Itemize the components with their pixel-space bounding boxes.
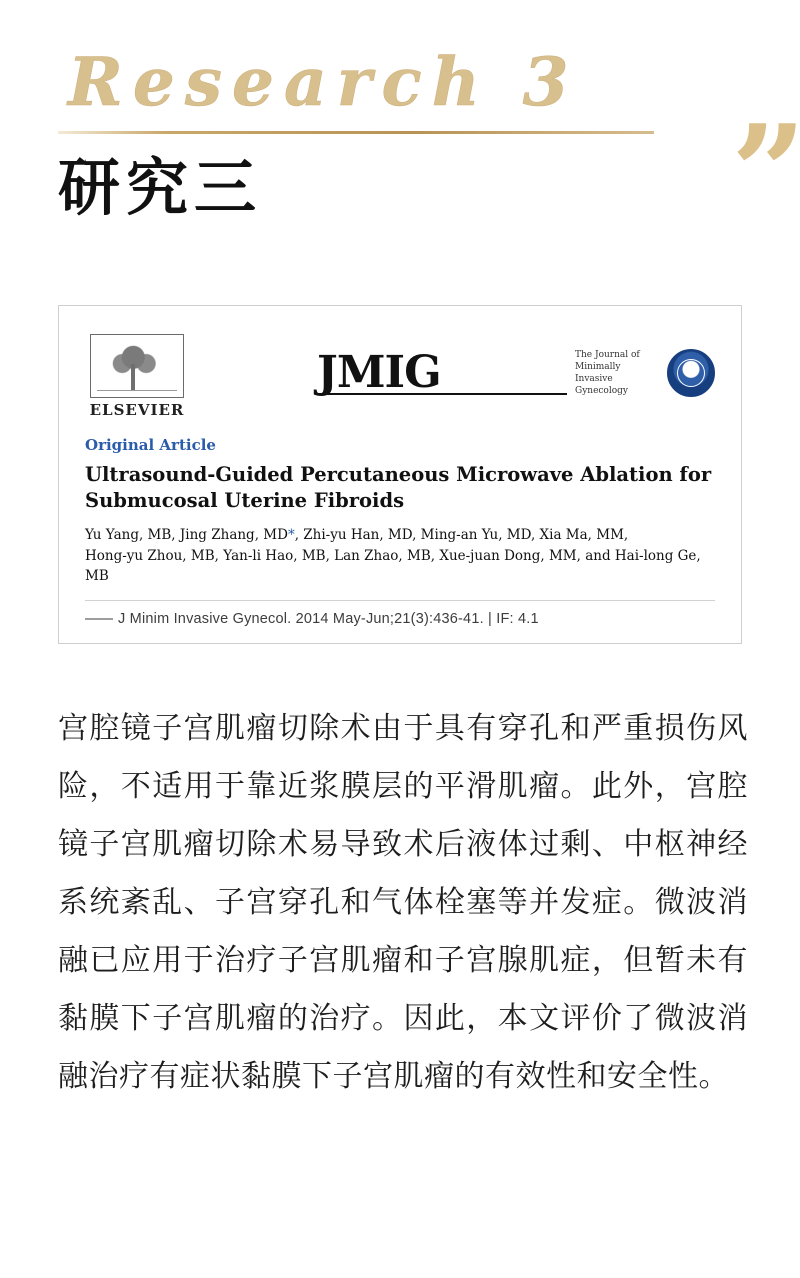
article-authors — [85, 525, 715, 586]
elsevier-logo — [85, 334, 189, 419]
card-divider — [85, 600, 715, 601]
article-title: Ultrasound-Guided Percutaneous Microwave Ablation for Submucosal Uterine Fibroids — [85, 463, 712, 512]
journal-article-card — [58, 305, 742, 644]
authors-line2: Hong-yu Zhou, MB, Yan-li Hao, MB, Lan Zhao, MB, Xue-juan Dong, MM, and Hai-long Ge, MB — [85, 547, 701, 584]
jmig-subtitle: The Journal of Minimally Invasive Gynecology — [575, 349, 640, 397]
authors-line1-part1: Yu Yang, MB, Jing Zhang, MD — [85, 527, 288, 544]
jmig-seal-icon — [667, 349, 715, 397]
jmig-wordmark: JMIG — [317, 347, 441, 398]
authors-line1-part2: , Zhi-yu Han, MD, Ming-an Yu, MD, Xia Ma, MM, — [294, 527, 629, 544]
page-title: 研究三 — [58, 151, 263, 225]
jmig-logo — [317, 349, 715, 404]
citation-text: J Minim Invasive Gynecol. 2014 May-Jun;21(3):436-41. | IF: 4.1 — [118, 611, 539, 628]
corresponding-author-star: * — [287, 527, 295, 544]
journal-logos-row — [85, 328, 715, 424]
article-type-label: Original Article — [85, 436, 216, 454]
gold-divider-rule — [58, 131, 654, 134]
page-header — [58, 43, 742, 225]
research-script-title: Research 3 — [68, 43, 579, 121]
body-paragraph: 宫腔镜子宫肌瘤切除术由于具有穿孔和严重损伤风险，不适用于靠近浆膜层的平滑肌瘤。此外，宫腔镜子宫肌瘤切除术易导致术后液体过剩、中枢神经系统紊乱、子宫穿孔和气体栓塞等并发症。微波消融已应用于治疗子宫肌瘤和子宫腺肌症，但暂未有黏膜下子宫肌瘤的治疗。因此，本文评价了微波消融治疗有症状黏膜下子宫肌瘤的有效性和安全性。 — [58, 711, 748, 1094]
citation-dash: —— — [85, 611, 112, 628]
elsevier-wordmark: ELSEVIER — [89, 400, 185, 419]
elsevier-tree-icon — [90, 334, 184, 398]
article-citation — [85, 611, 715, 627]
quote-mark-icon: ” — [731, 96, 800, 249]
